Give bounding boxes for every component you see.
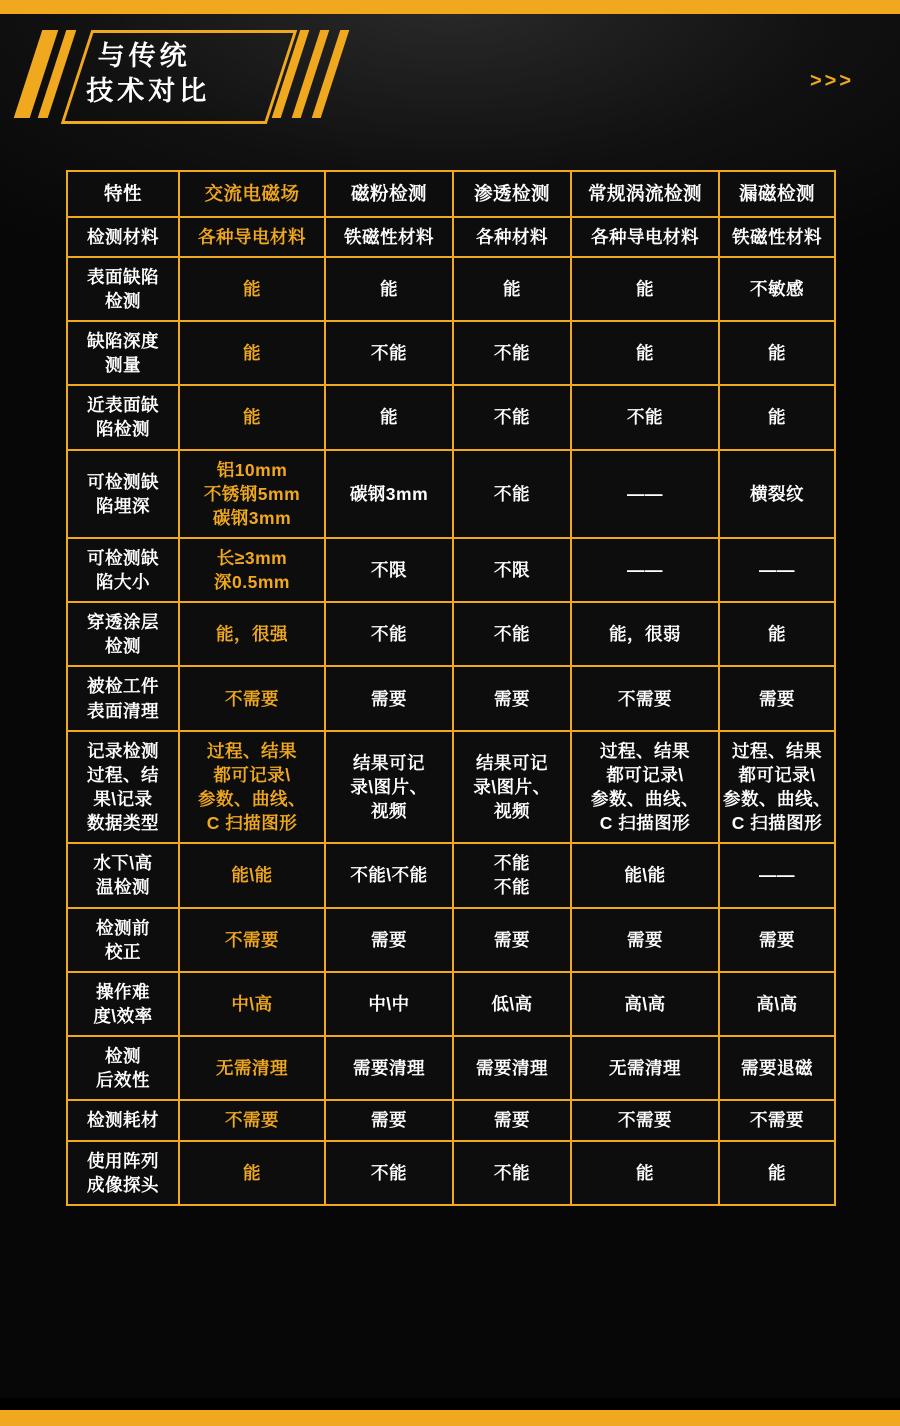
table-row [67, 217, 835, 257]
table-cell: 需要清理 [325, 1036, 453, 1100]
table-cell: 不能\不能 [325, 843, 453, 907]
table-cell: 能\能 [571, 843, 719, 907]
table-cell: 横裂纹 [719, 450, 835, 538]
bottom-accent-bar [0, 1410, 900, 1426]
table-cell: 不能 [325, 602, 453, 666]
table-cell: 中\高 [179, 972, 325, 1036]
table-cell: 中\中 [325, 972, 453, 1036]
table-cell: 不能 [453, 602, 571, 666]
table-cell: —— [571, 450, 719, 538]
table-cell: 需要 [719, 666, 835, 730]
table-row [67, 1036, 835, 1100]
table-cell: 需要 [571, 908, 719, 972]
table-row [67, 1141, 835, 1205]
table-row-feature: 使用阵列 成像探头 [67, 1141, 179, 1205]
table-cell: 过程、结果 都可记录\ 参数、曲线、 C 扫描图形 [571, 731, 719, 844]
table-cell: 不能 [325, 1141, 453, 1205]
table-cell: 不能 不能 [453, 843, 571, 907]
table-cell: 不敏感 [719, 257, 835, 321]
table-column-header: 漏磁检测 [719, 171, 835, 217]
table-row-feature: 被检工件 表面清理 [67, 666, 179, 730]
table-cell: 需要 [325, 908, 453, 972]
table-cell: 需要 [453, 1100, 571, 1140]
table-row-feature: 检测 后效性 [67, 1036, 179, 1100]
table-cell: 不能 [325, 321, 453, 385]
table-cell: 能 [719, 602, 835, 666]
table-cell: 需要 [325, 1100, 453, 1140]
table-row [67, 843, 835, 907]
top-accent-bar [0, 0, 900, 14]
table-cell: 各种导电材料 [571, 217, 719, 257]
table-cell: 不能 [571, 385, 719, 449]
table-cell: 需要清理 [453, 1036, 571, 1100]
table-row-feature: 可检测缺 陷大小 [67, 538, 179, 602]
table-cell: 能 [179, 385, 325, 449]
table-cell: 能 [719, 321, 835, 385]
table-cell: 能 [571, 1141, 719, 1205]
table-row-feature: 水下\高 温检测 [67, 843, 179, 907]
table-cell: 各种导电材料 [179, 217, 325, 257]
table-row [67, 538, 835, 602]
table-row [67, 385, 835, 449]
table-cell: 需要 [453, 666, 571, 730]
table-cell: 铝10mm 不锈钢5mm 碳钢3mm [179, 450, 325, 538]
table-cell: 过程、结果 都可记录\ 参数、曲线、 C 扫描图形 [179, 731, 325, 844]
page-title [80, 38, 303, 110]
page-header [0, 30, 900, 120]
table-cell: 不需要 [571, 1100, 719, 1140]
table-cell: 铁磁性材料 [719, 217, 835, 257]
table-cell: 无需清理 [179, 1036, 325, 1100]
table-cell: 结果可记 录\图片、 视频 [453, 731, 571, 844]
table-row-feature: 可检测缺 陷埋深 [67, 450, 179, 538]
bottom-gap [0, 1398, 900, 1410]
table-cell: 不能 [453, 1141, 571, 1205]
table-cell: 需要退磁 [719, 1036, 835, 1100]
table-row-feature: 穿透涂层 检测 [67, 602, 179, 666]
table-column-header: 交流电磁场 [179, 171, 325, 217]
table-cell: 需要 [325, 666, 453, 730]
table-cell: 铁磁性材料 [325, 217, 453, 257]
table-cell: 能，很弱 [571, 602, 719, 666]
table-column-header: 渗透检测 [453, 171, 571, 217]
table-row-feature: 表面缺陷 检测 [67, 257, 179, 321]
table-cell: 无需清理 [571, 1036, 719, 1100]
table-row [67, 257, 835, 321]
table-cell: 能 [179, 1141, 325, 1205]
table-cell: 能 [179, 257, 325, 321]
table-cell: 能\能 [179, 843, 325, 907]
table-row-feature: 近表面缺 陷检测 [67, 385, 179, 449]
table-cell: 不需要 [179, 1100, 325, 1140]
table-header-row [67, 171, 835, 217]
chevron-right-icon: >>> [809, 70, 854, 92]
page-title-line2: 技术对比 [86, 76, 211, 106]
table-cell: 不需要 [571, 666, 719, 730]
table-column-header: 常规涡流检测 [571, 171, 719, 217]
table-cell: 能 [571, 321, 719, 385]
table-row-feature: 检测材料 [67, 217, 179, 257]
comparison-table-wrapper [66, 170, 834, 1206]
table-row-feature: 检测耗材 [67, 1100, 179, 1140]
table-cell: 不能 [453, 385, 571, 449]
table-cell: 不需要 [179, 666, 325, 730]
table-cell: 能 [325, 385, 453, 449]
table-row [67, 666, 835, 730]
table-column-header: 磁粉检测 [325, 171, 453, 217]
table-cell: 不限 [325, 538, 453, 602]
table-cell: 不能 [453, 450, 571, 538]
table-row [67, 972, 835, 1036]
table-row-feature: 操作难 度\效率 [67, 972, 179, 1036]
table-cell: 结果可记 录\图片、 视频 [325, 731, 453, 844]
table-cell: 不能 [453, 321, 571, 385]
page-title-line1: 与传统 [97, 40, 191, 71]
table-cell: —— [719, 843, 835, 907]
table-row [67, 1100, 835, 1140]
table-cell: 能 [719, 385, 835, 449]
table-cell: 高\高 [719, 972, 835, 1036]
table-row [67, 321, 835, 385]
table-cell: 各种材料 [453, 217, 571, 257]
table-row-feature: 检测前 校正 [67, 908, 179, 972]
comparison-table [66, 170, 836, 1206]
table-cell: —— [719, 538, 835, 602]
table-cell: 能 [325, 257, 453, 321]
table-row [67, 450, 835, 538]
table-cell: 需要 [719, 908, 835, 972]
table-row [67, 908, 835, 972]
table-cell: 不需要 [719, 1100, 835, 1140]
table-column-header: 特性 [67, 171, 179, 217]
table-cell: 能，很强 [179, 602, 325, 666]
table-row-feature: 记录检测 过程、结 果\记录 数据类型 [67, 731, 179, 844]
table-cell: 能 [179, 321, 325, 385]
table-cell: 能 [453, 257, 571, 321]
table-cell: 低\高 [453, 972, 571, 1036]
table-cell: 高\高 [571, 972, 719, 1036]
table-cell: 不限 [453, 538, 571, 602]
table-cell: 需要 [453, 908, 571, 972]
table-cell: 能 [571, 257, 719, 321]
table-cell: 长≥3mm 深0.5mm [179, 538, 325, 602]
table-cell: 碳钢3mm [325, 450, 453, 538]
table-cell: 能 [719, 1141, 835, 1205]
header-stripes [282, 30, 402, 118]
table-cell: 不需要 [179, 908, 325, 972]
table-row [67, 602, 835, 666]
table-cell: 过程、结果 都可记录\ 参数、曲线、 C 扫描图形 [719, 731, 835, 844]
table-cell: —— [571, 538, 719, 602]
table-row-feature: 缺陷深度 测量 [67, 321, 179, 385]
table-row [67, 731, 835, 844]
